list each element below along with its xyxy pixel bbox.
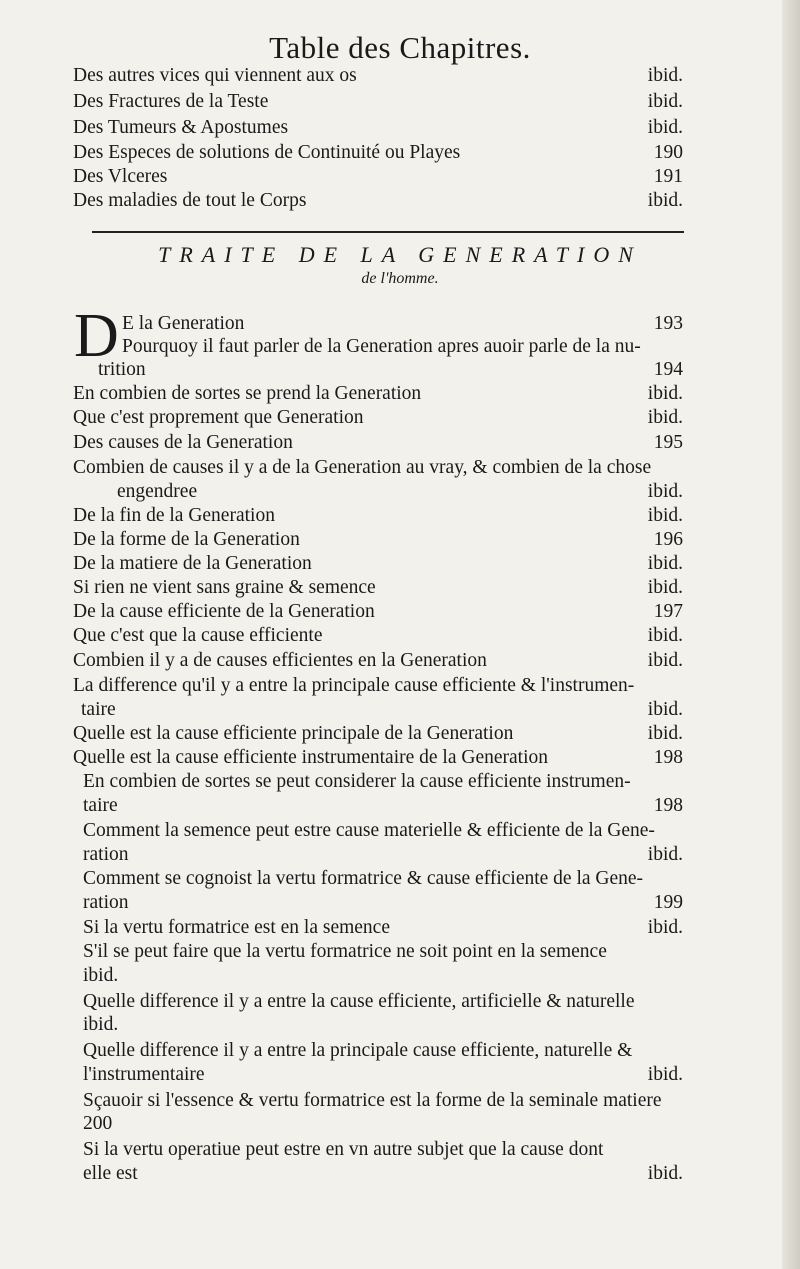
- entry-text: Des maladies de tout le Corps: [73, 190, 307, 211]
- entry-page: 199: [653, 892, 683, 913]
- section-divider: [92, 231, 684, 233]
- entry-text: Comment se cognoist la vertu formatrice & cause efficiente de la Gene-: [83, 868, 644, 889]
- entry-text: ration: [83, 844, 129, 865]
- entry-text: Que c'est proprement que Generation: [73, 407, 364, 428]
- entry-text: ibid.: [83, 1014, 119, 1035]
- entry-text: Quelle est la cause efficiente principale de la Generation: [73, 723, 514, 744]
- entry-text: Si la vertu operatiue peut estre en vn autre subjet que la cause dont: [83, 1139, 604, 1160]
- entry-text: Si rien ne vient sans graine & semence: [73, 577, 376, 598]
- entry-text: En combien de sortes se peut considerer la cause efficiente instrumen-: [83, 771, 631, 792]
- entry-text: ration: [83, 892, 129, 913]
- entry-page: ibid.: [647, 407, 683, 428]
- entry-text: Comment la semence peut estre cause materielle & efficiente de la Gene-: [83, 820, 655, 841]
- entry-page: ibid.: [647, 1064, 683, 1085]
- entry-page: ibid.: [647, 625, 683, 646]
- entry-text: Sçauoir si l'essence & vertu formatrice est la forme de la seminale matiere: [83, 1090, 662, 1111]
- entry-page: 198: [653, 747, 683, 768]
- entry-page: 198: [653, 795, 683, 816]
- entry-page: ibid.: [647, 917, 683, 938]
- section-subtitle: de l'homme.: [361, 270, 439, 287]
- entry-text: Si la vertu formatrice est en la semence: [83, 917, 390, 938]
- entry-page: ibid.: [647, 723, 683, 744]
- entry-text: S'il se peut faire que la vertu formatrice ne soit point en la semence: [83, 941, 607, 962]
- entry-text: l'instrumentaire: [83, 1064, 205, 1085]
- entry-text: Pourquoy il faut parler de la Generation apres auoir parle de la nu-: [122, 336, 641, 357]
- entry-page: ibid.: [647, 91, 683, 112]
- entry-text: Quelle est la cause efficiente instrumentaire de la Generation: [73, 747, 549, 768]
- entry-text: Que c'est que la cause efficiente: [73, 625, 323, 646]
- entry-page: 191: [653, 166, 683, 187]
- entry-text: En combien de sortes se prend la Generation: [73, 383, 422, 404]
- entry-text: trition: [98, 359, 146, 380]
- entry-text: De la matiere de la Generation: [73, 553, 312, 574]
- section-title: TRAITE DE LA GENERATION: [158, 242, 642, 267]
- entry-page: 190: [653, 142, 683, 163]
- entry-text: taire: [83, 795, 118, 816]
- entry-text: De la forme de la Generation: [73, 529, 300, 550]
- entry-text: Des Especes de solutions de Continuité ou Playes: [73, 142, 461, 163]
- entry-text: elle est: [83, 1163, 138, 1184]
- entry-page: ibid.: [647, 383, 683, 404]
- entry-page: 195: [653, 432, 683, 453]
- entry-text: Des Fractures de la Teste: [73, 91, 269, 112]
- drop-cap: D: [74, 302, 119, 370]
- entry-text: Combien de causes il y a de la Generation au vray, & combien de la chose: [73, 457, 652, 478]
- entry-text: De la cause efficiente de la Generation: [73, 601, 375, 622]
- page-title: Table des Chapitres.: [269, 30, 531, 65]
- entry-page: ibid.: [647, 117, 683, 138]
- entry-page: 193: [653, 313, 683, 334]
- entry-page: ibid.: [647, 553, 683, 574]
- entry-text: ibid.: [83, 965, 119, 986]
- entry-page: ibid.: [647, 481, 683, 502]
- entry-text: De la fin de la Generation: [73, 505, 275, 526]
- entry-page: ibid.: [647, 699, 683, 720]
- entry-text: Combien il y a de causes efficientes en la Generation: [73, 650, 487, 671]
- entry-page: ibid.: [647, 650, 683, 671]
- page-edge-shadow: [782, 0, 800, 1269]
- entry-text: Des causes de la Generation: [73, 432, 293, 453]
- entry-text: La difference qu'il y a entre la principale cause efficiente & l'instrumen-: [73, 675, 635, 696]
- entry-text: Quelle difference il y a entre la principale cause efficiente, naturelle &: [83, 1040, 633, 1061]
- entry-text: taire: [81, 699, 116, 720]
- entry-text: Des Vlceres: [73, 166, 168, 187]
- entry-page: ibid.: [647, 1163, 683, 1184]
- entry-text: Des Tumeurs & Apostumes: [73, 117, 289, 138]
- entry-page: 194: [653, 359, 683, 380]
- entry-text: engendree: [117, 481, 198, 502]
- entry-text: Quelle difference il y a entre la cause efficiente, artificielle & naturelle: [83, 991, 635, 1012]
- entry-text: 200: [83, 1113, 113, 1134]
- entry-page: ibid.: [647, 844, 683, 865]
- entry-text: Des autres vices qui viennent aux os: [73, 65, 357, 86]
- entry-page: ibid.: [647, 505, 683, 526]
- entry-page: 196: [653, 529, 683, 550]
- entry-page: ibid.: [647, 577, 683, 598]
- entry-text: E la Generation: [122, 313, 245, 334]
- entry-page: ibid.: [647, 190, 683, 211]
- entry-page: 197: [653, 601, 683, 622]
- entry-page: ibid.: [647, 65, 683, 86]
